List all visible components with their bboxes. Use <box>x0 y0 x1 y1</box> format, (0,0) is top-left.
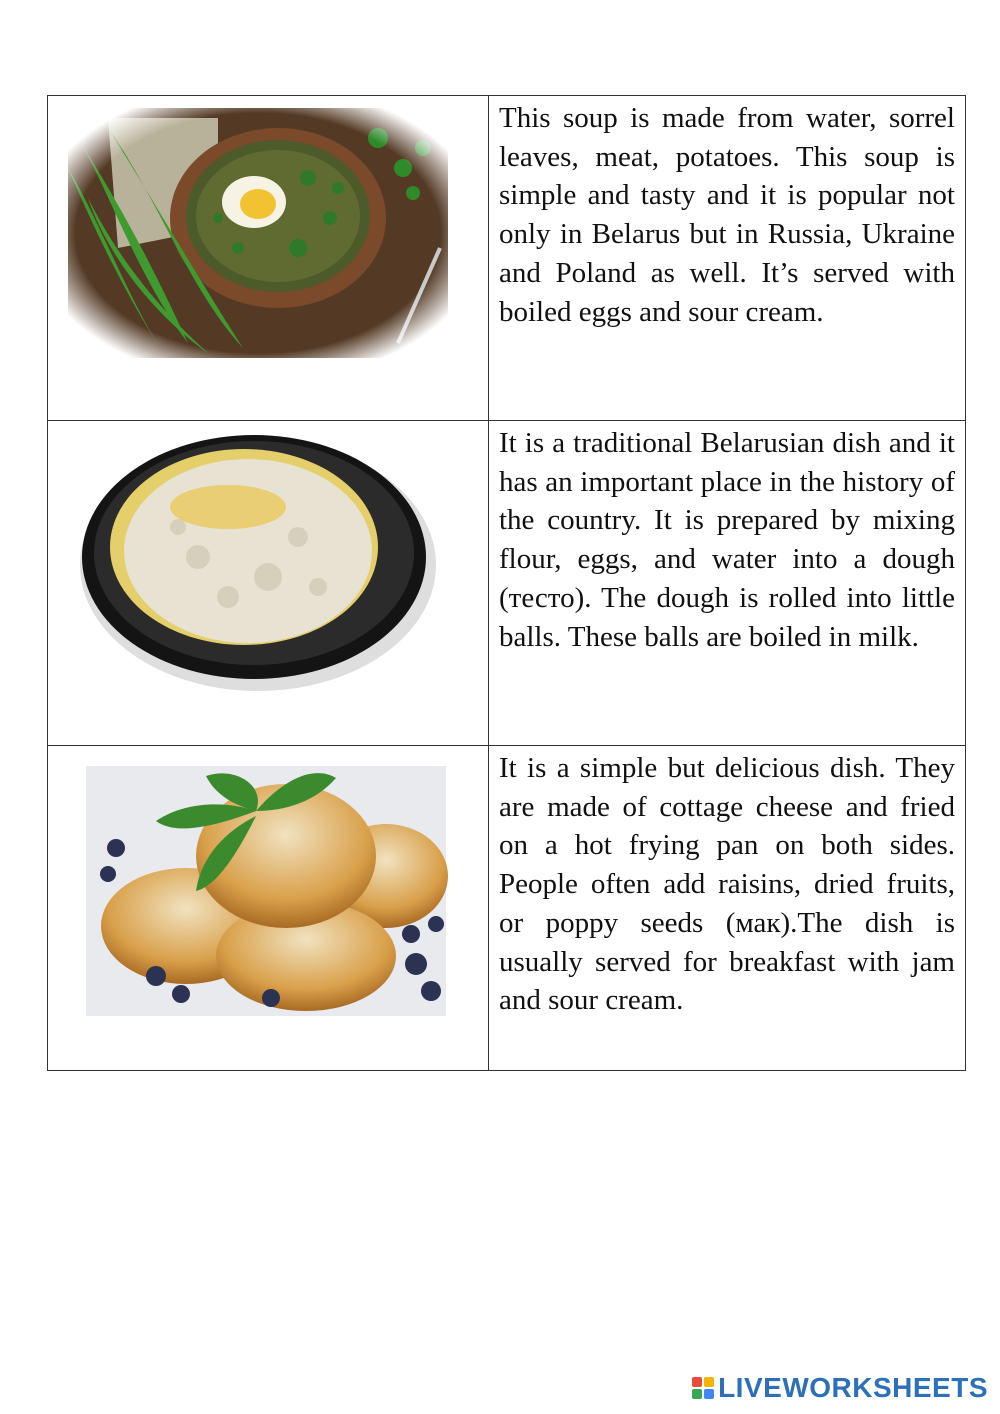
logo-square <box>692 1389 702 1399</box>
description-cell <box>489 746 966 1071</box>
description-cell <box>489 421 966 746</box>
logo-square <box>704 1377 714 1387</box>
table-row <box>48 421 966 746</box>
liveworksheets-logo-icon <box>692 1377 714 1399</box>
liveworksheets-brand[interactable] <box>692 1372 988 1404</box>
description-cell <box>489 96 966 421</box>
table-row <box>48 96 966 421</box>
dish-description: It is a traditional Belarusian dish and it has an important place in the history of the country. It is prepared by mixing flour, eggs, and water into a dough (тесто). The dough is rolled into little balls. These balls are boiled in milk. <box>499 427 955 653</box>
sorrel-soup-photo <box>68 108 448 358</box>
dish-description: This soup is made from water, sorrel leaves, meat, potatoes. This soup is simple and tasty and it is popular not only in Belarus but in Russia, Ukraine and Poland as well. It’s served with boiled eggs and sour cream. <box>499 102 955 328</box>
dishes-table <box>47 95 966 1071</box>
image-cell <box>48 746 489 1071</box>
logo-square <box>692 1377 702 1387</box>
image-cell <box>48 96 489 421</box>
logo-square <box>704 1389 714 1399</box>
porridge-bowl-photo <box>68 427 448 697</box>
dish-description: It is a simple but delicious dish. They are made of cottage cheese and fried on a hot frying pan on both sides. People often add raisins, dried fruits, or poppy seeds (мак).The dish is usually served for breakfast with jam and sour cream. <box>499 752 955 1017</box>
image-cell <box>48 421 489 746</box>
cottage-cheese-pancakes-photo <box>86 766 466 1026</box>
brand-name: LIVEWORKSHEETS <box>718 1372 988 1403</box>
table-row <box>48 746 966 1071</box>
